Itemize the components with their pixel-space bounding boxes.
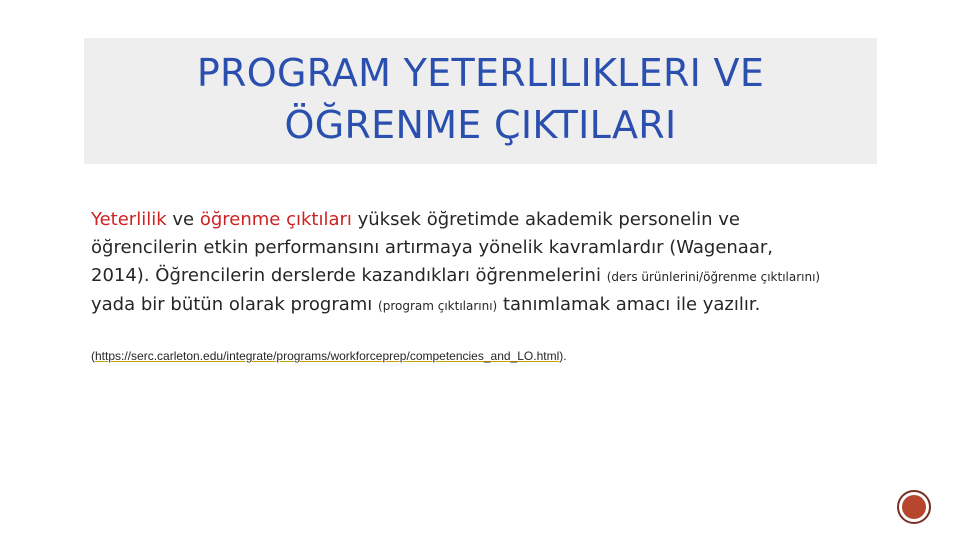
source-reference — [91, 349, 791, 363]
slide-number-badge-icon — [897, 490, 931, 524]
title-line-2: ÖĞRENME ÇIKTILARI — [284, 103, 677, 147]
term-ogrenme-ciktilari: öğrenme çıktıları — [199, 209, 352, 230]
body-text-part-1: yüksek öğretimde akademik personelin ve öğrencilerin etkin performansını artırmaya yönelik kavramlardır (Wagenaar, 2014). Öğrencilerin derslerde kazandıkları öğrenmelerini — [91, 209, 773, 286]
slide-title — [84, 47, 877, 151]
badge-inner-circle — [902, 495, 926, 519]
source-link[interactable]: https://serc.carleton.edu/integrate/programs/workforceprep/competencies_and_LO.html — [95, 349, 560, 363]
small-note-1: (ders ürünlerini/öğrenme çıktılarını) — [606, 270, 821, 284]
title-line-1: PROGRAM YETERLILIKLERI VE — [196, 51, 765, 95]
body-paragraph — [91, 206, 831, 320]
source-close-paren: ). — [559, 349, 567, 363]
body-text-part-2: yada bir bütün olarak programı — [91, 294, 379, 315]
term-yeterlilik: Yeterlilik — [91, 209, 167, 230]
small-note-2: (program çıktılarını) — [378, 299, 498, 313]
connector-text: ve — [166, 209, 200, 230]
body-text-part-3: tanımlamak amacı ile yazılır. — [497, 294, 761, 315]
source-open-paren: ( — [91, 349, 95, 363]
